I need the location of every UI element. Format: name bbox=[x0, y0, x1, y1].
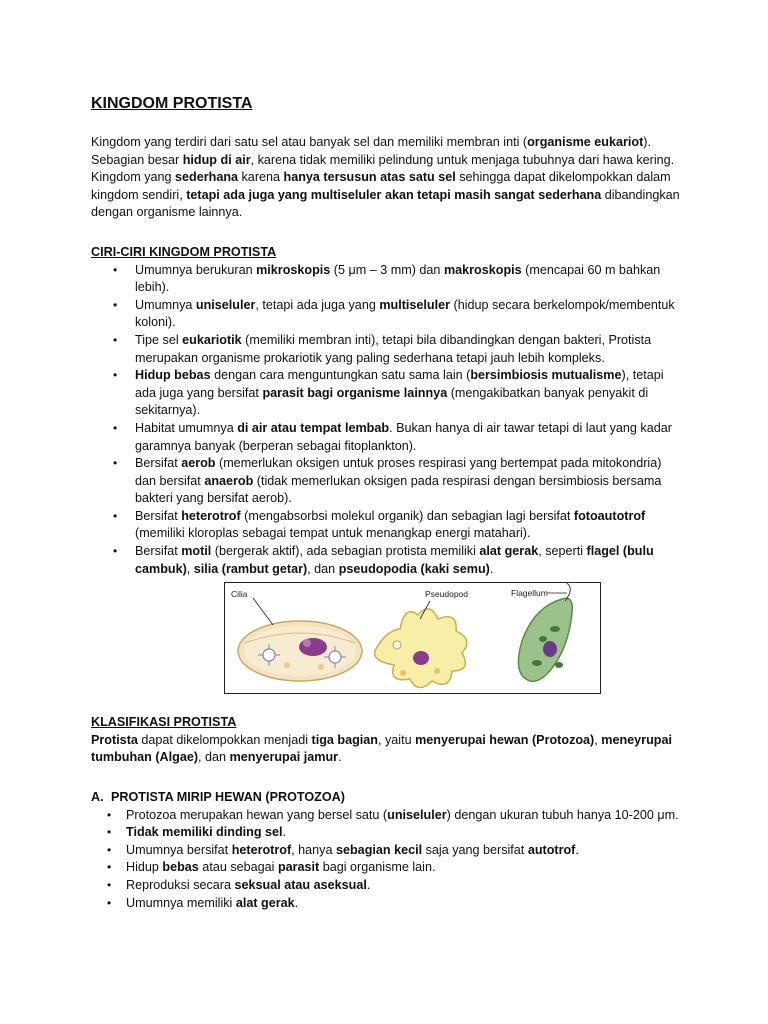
klasifikasi-paragraph bbox=[91, 732, 681, 767]
bold-text: uniseluler bbox=[195, 297, 256, 312]
bullet-icon: • bbox=[113, 420, 118, 435]
text-run: Protozoa merupakan hewan yang bersel satu ( bbox=[126, 807, 388, 822]
text-run: (memiliki membran inti), tetapi bila dibandingkan dengan bakteri, Protista merupakan organisme prokariotik yang paling sederhana tetapi jauh lebih kompleks. bbox=[135, 332, 652, 365]
bold-text: uniseluler bbox=[387, 807, 447, 822]
bold-text: multiseluler bbox=[379, 297, 451, 312]
label-cilia: Cilia bbox=[231, 589, 248, 600]
text-run: ) dengan ukuran tubuh hanya 10-200 μm. bbox=[446, 807, 679, 822]
bold-text: autotrof bbox=[527, 842, 576, 857]
text-run: . bbox=[575, 842, 579, 857]
bullet-icon: • bbox=[113, 297, 118, 312]
ciri-list bbox=[91, 262, 681, 579]
list-item bbox=[91, 842, 681, 860]
bold-text: seksual atau aseksual bbox=[234, 878, 367, 892]
protista-illustration bbox=[225, 583, 600, 693]
bold-text: alat gerak bbox=[479, 544, 539, 559]
text-run: Umumnya bbox=[135, 297, 196, 312]
text-run: (memerlukan oksigen untuk proses respirasi yang bertempat pada mitokondria) dan bersifat bbox=[135, 456, 662, 488]
bold-text: heterotrof bbox=[181, 508, 241, 523]
list-item bbox=[91, 262, 681, 297]
text-run: , yaitu bbox=[378, 732, 416, 747]
text-run: (tidak memerlukan oksigen pada respirasi dengan bersimbiosis bersama bakteri yang bersifat aerob). bbox=[135, 473, 662, 506]
text-run: ). Sebagian besar bbox=[91, 135, 651, 167]
text-run: dibandingkan dengan organisme lainnya. bbox=[91, 187, 680, 220]
bold-text: eukariotik bbox=[182, 332, 242, 347]
text-run: dengan cara menguntungkan satu sama lain ( bbox=[210, 368, 471, 383]
text-run: , seperti bbox=[538, 544, 587, 559]
text-run: , bbox=[594, 732, 602, 747]
text-run: , hanya bbox=[291, 842, 336, 857]
protozoa-heading-number: A. bbox=[91, 790, 104, 805]
document-content bbox=[91, 94, 681, 912]
bold-text: bersimbiosis mutualisme bbox=[470, 368, 622, 383]
bold-text: fotoautotrof bbox=[573, 508, 646, 523]
text-run: , dan bbox=[198, 750, 230, 765]
bold-text: silia (rambut getar) bbox=[193, 561, 308, 576]
bold-text: di air atau tempat lembab bbox=[237, 420, 390, 435]
list-item bbox=[91, 455, 681, 508]
bullet-icon: • bbox=[107, 807, 112, 822]
ciri-heading: CIRI-CIRI KINGDOM PROTISTA bbox=[91, 244, 277, 259]
text-run: , bbox=[186, 561, 194, 576]
bullet-icon: • bbox=[107, 825, 112, 840]
bold-text: motil bbox=[181, 544, 212, 559]
text-run: dapat dikelompokkan menjadi bbox=[137, 732, 312, 747]
text-run: . Bukan hanya di air tawar tetapi di laut yang kadar garamnya banyak (berperan sebagai fitoplankton). bbox=[135, 420, 672, 453]
text-run: atau sebagai bbox=[198, 860, 278, 875]
text-run: , dan bbox=[307, 561, 339, 576]
text-run: , tetapi ada juga yang bbox=[255, 297, 380, 312]
bullet-icon: • bbox=[107, 842, 112, 857]
amoeba-drawing bbox=[375, 589, 469, 688]
bold-text: Protista bbox=[91, 732, 138, 747]
text-run: saja yang bersifat bbox=[422, 842, 528, 857]
bold-text: hidup di air bbox=[182, 152, 251, 167]
bullet-icon: • bbox=[113, 368, 118, 383]
text-run: Bersifat bbox=[135, 456, 182, 471]
bold-text: organisme eukariot bbox=[527, 135, 644, 149]
euglena-drawing bbox=[511, 583, 572, 681]
text-run: (memiliki kloroplas sebagai tempat untuk menangkap energi matahari). bbox=[135, 526, 531, 541]
bullet-icon: • bbox=[107, 895, 112, 910]
text-run: (mengabsorbsi molekul organik) dan sebagian lagi bersifat bbox=[240, 508, 574, 523]
text-run: (bergerak aktif), ada sebagian protista memiliki bbox=[211, 544, 480, 559]
bullet-icon: • bbox=[113, 508, 118, 523]
text-run: . bbox=[282, 825, 287, 840]
text-run: . bbox=[366, 878, 371, 892]
text-run: Umumnya memiliki bbox=[126, 895, 236, 910]
bold-text: tetapi ada juga yang multiseluler akan tetapi masih sangat sederhana bbox=[186, 187, 602, 202]
protista-motility-figure bbox=[224, 582, 601, 694]
text-run: Tipe sel bbox=[135, 332, 183, 347]
list-item bbox=[91, 895, 681, 913]
protozoa-heading-text: PROTISTA MIRIP HEWAN (PROTOZOA) bbox=[111, 790, 345, 805]
text-run: . bbox=[338, 750, 342, 765]
bullet-icon: • bbox=[113, 456, 118, 471]
bold-text: alat gerak bbox=[235, 895, 295, 910]
text-run: Bersifat bbox=[135, 544, 182, 559]
paramecium-drawing bbox=[231, 589, 362, 681]
text-run: Umumnya berukuran bbox=[135, 262, 257, 277]
list-item bbox=[91, 807, 681, 825]
text-run: , karena tidak memiliki pelindung untuk menjaga tubuhnya dari hawa kering. Kingdom yang bbox=[91, 152, 675, 185]
text-run: sehingga dapat dikelompokkan dalam kingdom sendiri, bbox=[91, 170, 671, 202]
list-item bbox=[91, 332, 681, 367]
list-item bbox=[91, 877, 681, 895]
bold-text: flagel (bulu cambuk) bbox=[135, 544, 654, 576]
bullet-icon: • bbox=[113, 332, 118, 347]
bold-text: mikroskopis bbox=[256, 262, 331, 277]
list-item bbox=[91, 543, 681, 578]
text-run: . bbox=[294, 895, 299, 910]
bullet-icon: • bbox=[113, 544, 118, 559]
list-item bbox=[91, 420, 681, 455]
text-run: (mencapai 60 m bahkan lebih). bbox=[135, 262, 661, 295]
text-run: Kingdom yang terdiri dari satu sel atau banyak sel dan memiliki membran inti ( bbox=[91, 135, 528, 149]
list-item bbox=[91, 367, 681, 420]
text-run: (5 μm – 3 mm) dan bbox=[330, 262, 444, 277]
text-run: Habitat umumnya bbox=[135, 420, 238, 435]
bold-text: Tidak memiliki dinding sel bbox=[126, 825, 283, 840]
text-run: Reproduksi secara bbox=[126, 878, 235, 892]
list-item bbox=[91, 297, 681, 332]
bold-text: sederhana bbox=[175, 170, 239, 185]
bold-text: parasit bagi organisme lainnya bbox=[262, 385, 448, 400]
protozoa-list bbox=[91, 807, 681, 913]
bold-text: menyerupai jamur bbox=[229, 750, 339, 765]
text-run: (mengakibatkan banyak penyakit di sekitarnya). bbox=[135, 385, 649, 418]
bold-text: pseudopodia (kaki semu) bbox=[338, 561, 490, 576]
text-run: Umumnya bersifat bbox=[126, 842, 232, 857]
bold-text: heterotrof bbox=[231, 842, 292, 857]
bold-text: tiga bagian bbox=[311, 732, 378, 747]
label-pseudopod: Pseudopod bbox=[425, 589, 469, 600]
bold-text: Hidup bebas bbox=[135, 368, 211, 383]
bold-text: hanya tersusun atas satu sel bbox=[283, 170, 456, 185]
page-title: KINGDOM PROTISTA bbox=[91, 95, 253, 112]
intro-paragraph bbox=[91, 134, 681, 222]
text-run: . bbox=[489, 561, 494, 576]
text-run: (hidup secara berkelompok/membentuk koloni). bbox=[135, 297, 675, 330]
text-run: Bersifat bbox=[135, 508, 182, 523]
text-run: ), tetapi ada juga yang bersifat bbox=[135, 368, 664, 400]
bold-text: menyerupai hewan (Protozoa) bbox=[415, 732, 595, 747]
bold-text: bebas bbox=[162, 860, 199, 875]
text-run: bagi organisme lain. bbox=[319, 860, 436, 875]
bullet-icon: • bbox=[113, 262, 118, 277]
bold-text: anaerob bbox=[204, 473, 254, 488]
list-item bbox=[91, 824, 681, 842]
protozoa-heading bbox=[91, 789, 681, 807]
klasifikasi-heading: KLASIFIKASI PROTISTA bbox=[91, 715, 237, 730]
text-run: Hidup bbox=[126, 860, 163, 875]
bold-text: aerob bbox=[181, 456, 216, 471]
bullet-icon: • bbox=[107, 860, 112, 875]
bold-text: sebagian kecil bbox=[335, 842, 423, 857]
bold-text: meneyrupai tumbuhan (Algae) bbox=[91, 732, 672, 765]
list-item bbox=[91, 508, 681, 543]
label-flagellum: Flagellum bbox=[511, 588, 548, 599]
bold-text: parasit bbox=[277, 860, 320, 875]
bold-text: makroskopis bbox=[443, 262, 522, 277]
text-run: karena bbox=[238, 170, 284, 185]
list-item bbox=[91, 859, 681, 877]
bullet-icon: • bbox=[107, 878, 112, 892]
